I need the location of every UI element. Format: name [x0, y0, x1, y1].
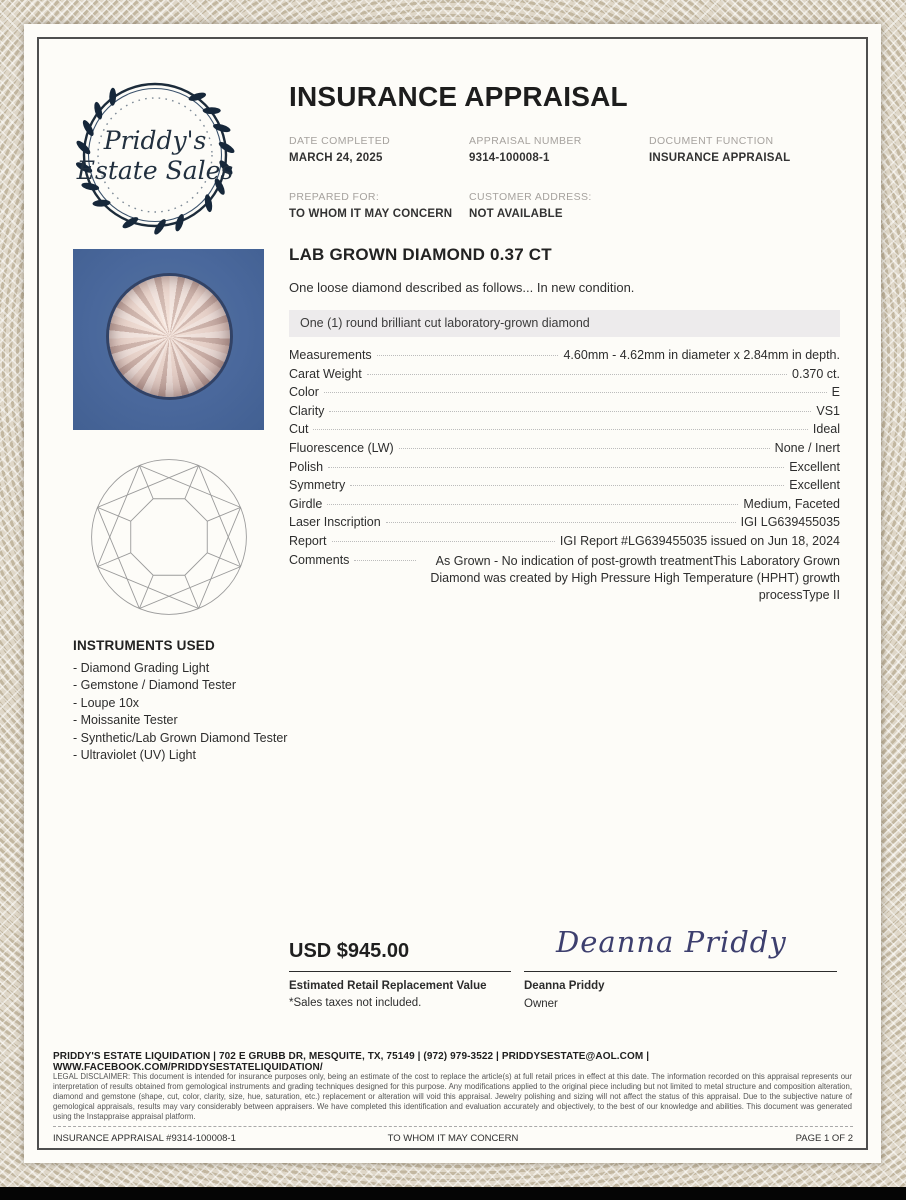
spec-value: Ideal — [812, 422, 840, 437]
spec-value: IGI LG639455035 — [740, 515, 840, 530]
logo-text-top: Priddy's — [103, 126, 207, 155]
priddys-estate-sales-logo — [69, 69, 241, 241]
leader-dots — [327, 504, 738, 505]
instruments-heading: INSTRUMENTS USED — [73, 638, 215, 653]
meta-prepared-for — [289, 191, 465, 220]
legal-disclaimer: LEGAL DISCLAIMER: This document is intended for insurance purposes only, being an estimate of the cost to replace the article(s) at full retail prices in effect at this date. The information recorded on this appraisal represents our interpretation of results obtained from gemological instruments and grading techniques designed for this purpose. Any modifications applied to the original piece including but not limited to metal structure and composition alteration, diamond and gemstone (shape, cut, color, clarity, size, hue, saturation, etc.) replacement or alteration will void this appraisal. Jewelry polishing and sizing will not affect the status of this appraisal. Due to the subjective nature of gemological appraisals, results may vary considerably between appraisers. We have completed this identification and evaluation accurately and objectively, to the best of our knowledge and abilities. This document was generated using the Instappraise appraisal platform. — [53, 1072, 852, 1121]
leader-dots — [399, 448, 770, 449]
valuation-section — [289, 940, 511, 1009]
leader-dots — [377, 355, 559, 356]
spec-label: Cut — [289, 422, 309, 437]
leader-dots — [313, 429, 807, 430]
item-summary-bar: One (1) round brilliant cut laboratory-grown diamond — [289, 310, 840, 337]
spec-row-fluorescence — [289, 441, 840, 455]
meta-appraisal-number — [469, 135, 645, 164]
leader-dots — [367, 374, 787, 375]
laurel-wreath-icon — [69, 69, 241, 241]
spec-label: Clarity — [289, 403, 325, 418]
spec-value: E — [831, 385, 840, 400]
meta-label: APPRAISAL NUMBER — [469, 135, 582, 147]
spec-value: Excellent — [789, 478, 840, 493]
page-footer — [53, 1133, 853, 1144]
leader-dots — [350, 485, 784, 486]
leader-dots — [324, 392, 827, 393]
instrument-item: - Ultraviolet (UV) Light — [73, 748, 196, 763]
spec-label: Symmetry — [289, 478, 346, 493]
spec-value: 4.60mm - 4.62mm in diameter x 2.84mm in depth. — [563, 348, 840, 362]
meta-document-function — [649, 135, 825, 164]
footer-page-number: PAGE 1 OF 2 — [795, 1133, 854, 1144]
spec-label: Measurements — [289, 348, 372, 362]
spec-row-cut — [289, 422, 840, 436]
instrument-item: - Loupe 10x — [73, 695, 140, 710]
item-condition-text: One loose diamond described as follows... In new condition. — [289, 280, 635, 295]
valuation-label: Estimated Retail Replacement Value — [289, 980, 487, 992]
spec-label: Fluorescence (LW) — [289, 440, 394, 455]
spec-row-symmetry — [289, 478, 840, 492]
diamond-cut-diagram — [79, 447, 259, 627]
spec-row-carat-weight — [289, 367, 840, 381]
meta-label: DOCUMENT FUNCTION — [649, 135, 774, 147]
spec-label: Girdle — [289, 496, 323, 511]
spec-value: IGI Report #LG639455035 issued on Jun 18, 2024 — [559, 533, 840, 548]
instrument-item: - Diamond Grading Light — [73, 661, 210, 675]
meta-label: CUSTOMER ADDRESS: — [469, 191, 592, 203]
spec-row-girdle — [289, 497, 840, 511]
meta-value: MARCH 24, 2025 — [289, 152, 383, 164]
footer-appraisal-number: INSURANCE APPRAISAL #9314-100008-1 — [53, 1133, 236, 1144]
meta-value: TO WHOM IT MAY CONCERN — [289, 208, 453, 220]
spec-row-clarity — [289, 404, 840, 418]
signature-underline — [524, 971, 837, 972]
meta-value: INSURANCE APPRAISAL — [649, 152, 791, 164]
spec-row-report — [289, 534, 840, 548]
spec-label: Laser Inscription — [289, 515, 381, 530]
meta-label: DATE COMPLETED — [289, 135, 391, 147]
leader-dots — [386, 522, 736, 523]
instrument-item: - Moissanite Tester — [73, 713, 178, 728]
instruments-used-section — [73, 638, 373, 764]
leader-dots — [354, 560, 416, 561]
leader-dots — [329, 411, 811, 412]
spec-value: VS1 — [816, 403, 840, 418]
spec-value: 0.370 ct. — [792, 366, 840, 381]
instrument-item: - Gemstone / Diamond Tester — [73, 678, 237, 693]
logo-text-bottom: Estate Sales — [76, 156, 234, 185]
footer-prepared-for: TO WHOM IT MAY CONCERN — [387, 1133, 519, 1144]
meta-customer-address — [469, 191, 645, 220]
signer-name: Deanna Priddy — [524, 980, 605, 992]
spec-value: Excellent — [789, 459, 840, 474]
spec-row-comments — [289, 553, 840, 605]
scan-edge-strip — [0, 1187, 906, 1200]
business-contact-line: PRIDDY'S ESTATE LIQUIDATION | 702 E GRUBB DR, MESQUITE, TX, 75149 | (972) 979-3522 | PRIDDYSESTATE@AOL.COM | WWW.FACEBOOK.COM/PRIDDYSESTATELIQUIDATION/ — [53, 1051, 650, 1073]
footer-divider — [53, 1126, 853, 1127]
valuation-tax-note: *Sales taxes not included. — [289, 997, 422, 1009]
meta-value: NOT AVAILABLE — [469, 208, 563, 220]
spec-value: None / Inert — [774, 440, 840, 455]
meta-value: 9314-100008-1 — [469, 152, 550, 164]
signature-script: Deanna Priddy — [556, 925, 787, 959]
spec-label: Color — [289, 385, 319, 400]
spec-row-color — [289, 385, 840, 399]
spec-row-polish — [289, 460, 840, 474]
meta-label: PREPARED FOR: — [289, 191, 380, 203]
document-sheet — [24, 24, 881, 1163]
meta-date-completed — [289, 135, 465, 164]
spec-value: As Grown - No indication of post-growth treatmentThis Laboratory Grown Diamond was created by High Pressure High Temperature (HPHT) growth processType II — [430, 553, 840, 603]
spec-table — [289, 348, 840, 609]
instrument-item: - Synthetic/Lab Grown Diamond Tester — [73, 730, 288, 745]
leader-dots — [332, 541, 555, 542]
signature-section — [524, 925, 837, 1010]
spec-label: Report — [289, 533, 327, 548]
valuation-underline — [289, 971, 511, 972]
document-inner-frame — [37, 37, 868, 1150]
spec-label: Polish — [289, 459, 324, 474]
appraised-value: USD $945.00 — [289, 940, 410, 962]
item-heading: LAB GROWN DIAMOND 0.37 CT — [289, 245, 552, 264]
signer-title: Owner — [524, 998, 558, 1010]
spec-label: Carat Weight — [289, 366, 362, 381]
diamond-gem-image — [109, 276, 230, 397]
diamond-photo — [73, 249, 264, 430]
document-title: INSURANCE APPRAISAL — [289, 81, 628, 112]
spec-row-measurements — [289, 348, 840, 362]
spec-label: Comments — [289, 552, 350, 567]
spec-row-laser-inscription — [289, 515, 840, 529]
spec-value: Medium, Faceted — [743, 496, 840, 511]
leader-dots — [328, 467, 784, 468]
round-brilliant-diagram-icon — [79, 447, 259, 627]
